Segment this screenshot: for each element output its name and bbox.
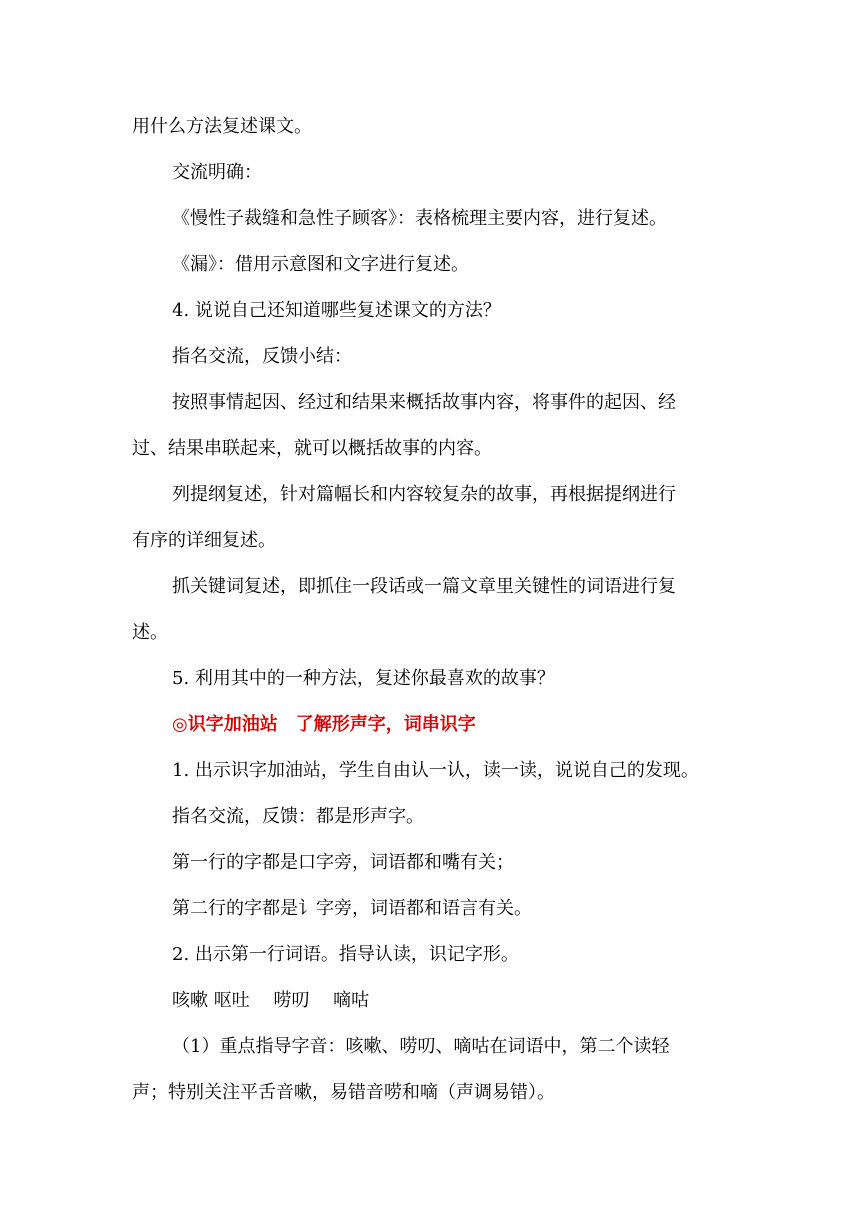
- section-heading: ◎识字加油站 了解形声字，词串识字: [172, 714, 476, 735]
- text-line: 过、结果串联起来，就可以概括故事的内容。: [132, 438, 492, 459]
- text-line: 声；特别关注平舌音嗽，易错音唠和嘀（声调易错）。: [132, 1082, 555, 1103]
- text-line: 述。: [132, 622, 168, 643]
- text-line: 交流明确：: [172, 162, 262, 183]
- text-line: 列提纲复述，针对篇幅长和内容较复杂的故事，再根据提纲进行: [172, 484, 676, 505]
- text-line: 指名交流，反馈：都是形声字。: [172, 806, 424, 827]
- text-line: 抓关键词复述，即抓住一段话或一篇文章里关键性的词语进行复: [172, 576, 676, 597]
- text-line: 《漏》：借用示意图和文字进行复述。: [172, 254, 469, 275]
- text-line: 按照事情起因、经过和结果来概括故事内容，将事件的起因、经: [172, 392, 676, 413]
- text-line: 第二行的字都是讠字旁，词语都和语言有关。: [172, 898, 532, 919]
- text-line: 5. 利用其中的一种方法，复述你最喜欢的故事？: [172, 668, 555, 689]
- word-list: 咳嗽 呕吐 唠叨 嘀咕: [172, 990, 370, 1011]
- text-line: （1）重点指导字音：咳嗽、唠叨、嘀咕在词语中，第二个读轻: [172, 1036, 670, 1057]
- text-line: 有序的详细复述。: [132, 530, 276, 551]
- text-line: 指名交流，反馈小结：: [172, 346, 352, 367]
- text-line: 4. 说说自己还知道哪些复述课文的方法？: [172, 300, 501, 321]
- text-line: 2. 出示第一行词语。指导认读，识记字形。: [172, 944, 519, 965]
- text-line: 《慢性子裁缝和急性子顾客》：表格梳理主要内容，进行复述。: [172, 208, 667, 229]
- text-line: 1. 出示识字加油站，学生自由认一认，读一读，说说自己的发现。: [172, 760, 699, 781]
- text-line: 用什么方法复述课文。: [132, 116, 312, 137]
- text-line: 第一行的字都是口字旁，词语都和嘴有关；: [172, 852, 514, 873]
